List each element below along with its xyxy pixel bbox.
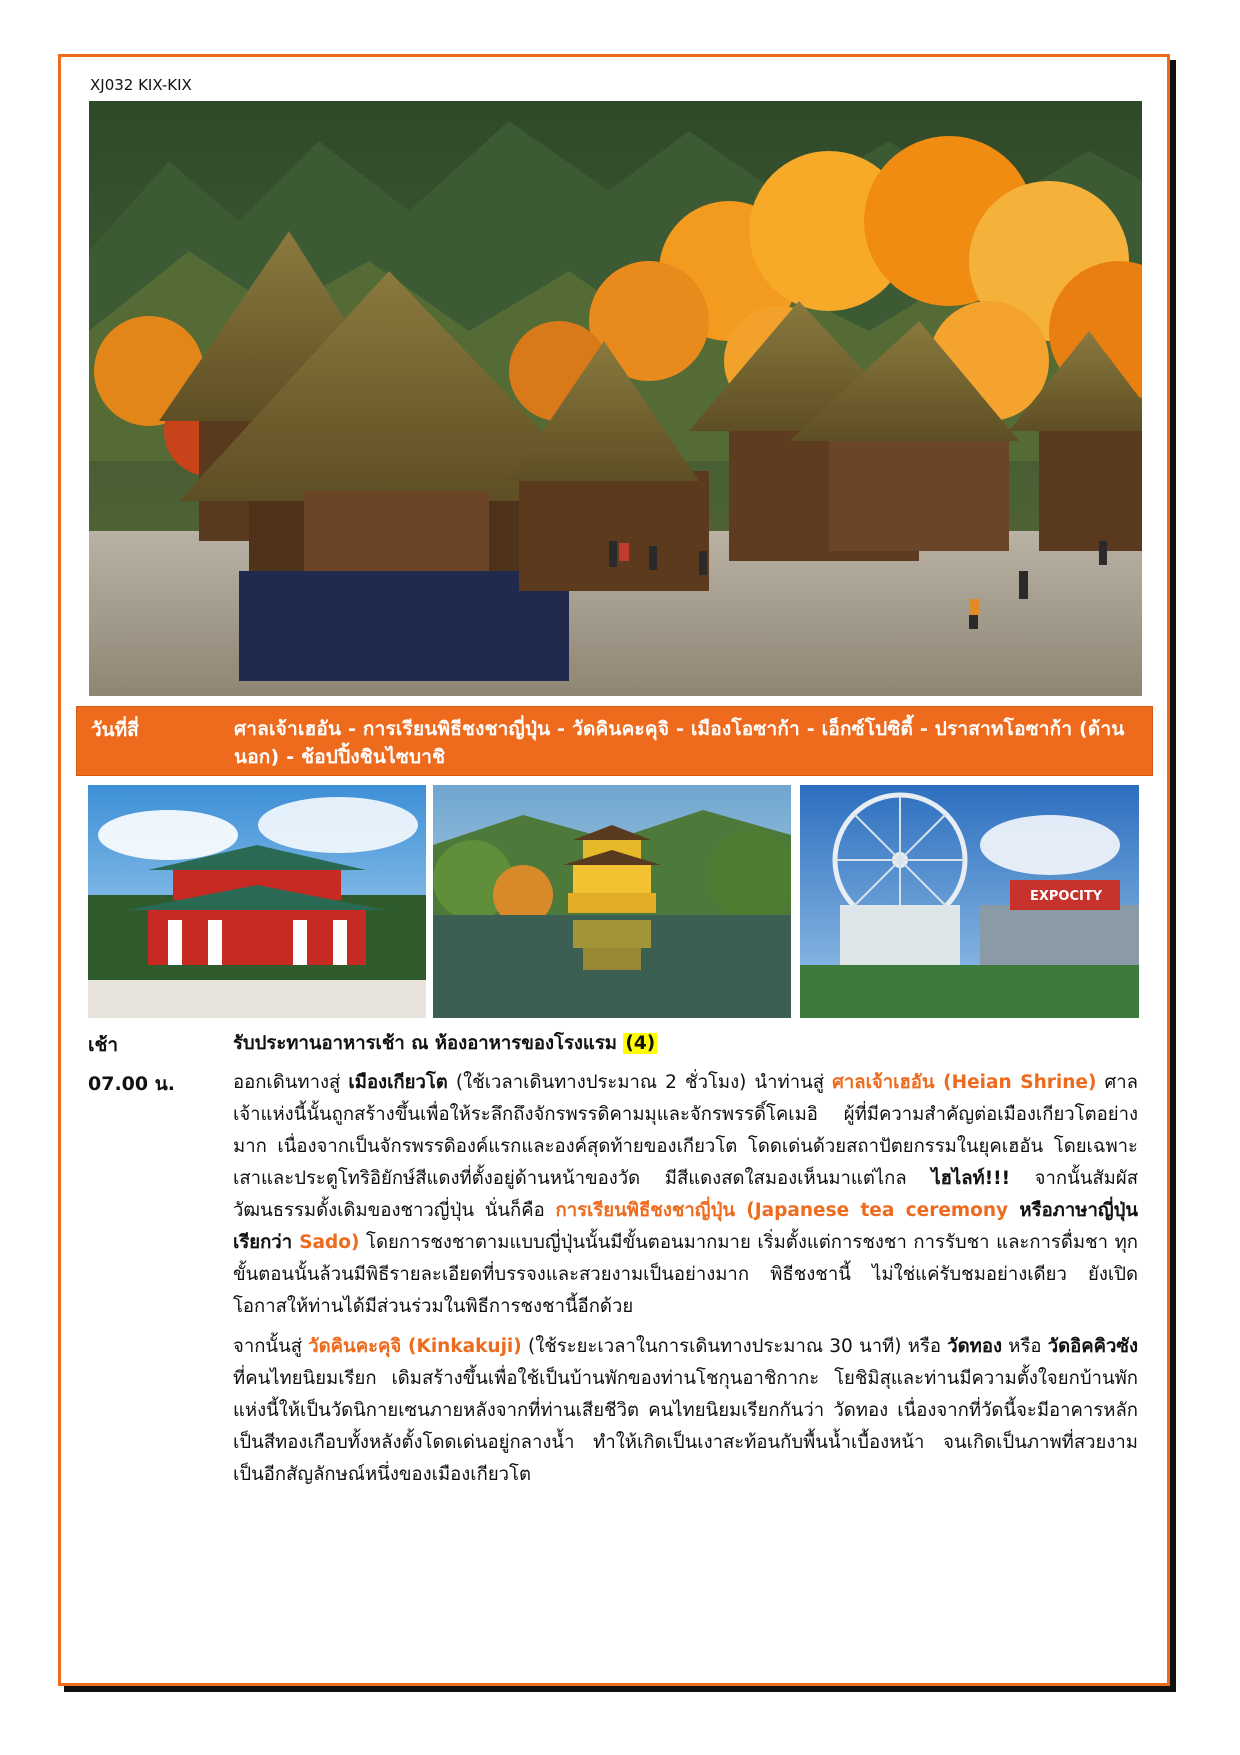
highlight-label: ไฮไลท์!!! — [931, 1168, 1011, 1189]
breakfast-text: รับประทานอาหารเช้า ณ ห้องอาหารของโรงแรม — [233, 1033, 617, 1054]
breakfast-line — [233, 1028, 1138, 1060]
ikkyu-temple-name: วัดอิคคิวซัง — [1047, 1336, 1138, 1357]
kinkakuji-paragraph — [233, 1331, 1138, 1491]
p1-text-a: ออกเดินทางสู่ — [233, 1072, 349, 1093]
sado-name: Sado) — [299, 1232, 360, 1253]
p2-text-g: ที่คนไทยนิยมเรียก เดิมสร้างขึ้นเพื่อใช้เป็นบ้านพักของท่านโชกุนอาชิกากะ โยชิมิสุและท่านมีความตั้งใจยกบ้านพักแห่งนี้ให้เป็นวัดนิกายเซนภายหลังจากที่ท่านเสียชีวิต คนไทยนิยมเรียกกันว่า วัดทอง เนื่องจากที่วัดนี้จะมีอาคารหลักเป็นสีทองเกือบทั้งหลังตั้งโดดเด่นอยู่กลางน้ำ ทำให้เกิดเป็นเงาสะท้อนกับพื้นน้ำเบื้องหน้า จนเกิดเป็นภาพที่สวยงามเป็นอีกสัญลักษณ์หนึ่งของเมืองเกียวโต — [233, 1368, 1138, 1485]
p2-text-e: หรือ — [1002, 1336, 1048, 1357]
p2-text-c: (ใช้ระยะเวลาในการเดินทางประมาณ 30 นาที) หรือ — [521, 1336, 948, 1357]
kinkakuji-name: วัดคินคะคุจิ (Kinkakuji) — [308, 1336, 522, 1357]
expocity-ferris-wheel-image — [800, 785, 1139, 1018]
tea-ceremony-name: การเรียนพิธีชงชาญี่ปุ่น (Japanese tea ceremony — [555, 1200, 1009, 1221]
day-label: วันที่สี่ — [91, 719, 139, 741]
p2-text-a: จากนั้นสู่ — [233, 1336, 309, 1357]
heian-tea-paragraph — [233, 1067, 1138, 1323]
heian-shrine-name: ศาลเจ้าเฮอัน (Heian Shrine) — [832, 1072, 1097, 1093]
expocity-photo — [800, 785, 1139, 1018]
p1-text-i: หรือภาษาญี่ปุ่นเรียกว่า — [233, 1200, 1138, 1253]
p1-text-g: จากนั้นสัมผัสวัฒนธรรมดั้งเดิมของชาวญี่ปุ่น นั่นก็คือ — [233, 1168, 1138, 1221]
p1-text-e: ศาลเจ้าแห่งนี้นั้นถูกสร้างขึ้นเพื่อให้ระลึกถึงจักรพรรดิคามมุและจักรพรรดิ์โคเมอิ ผู้ที่มีความสำคัญต่อเมืองเกียวโตอย่างมาก เนื่องจากเป็นจักรพรรดิองค์แรกและองค์สุดท้ายของเกียวโต โดดเด่นด้วยสถาปัตยกรรมในยุคเฮอัน โดยเฉพาะเสาและประตูโทริอิยักษ์สีแดงที่ตั้งอยู่ด้านหน้าของวัด มีสีแดงสดใสมองเห็นมาแต่ไกล — [233, 1072, 1138, 1189]
hero-photo — [89, 101, 1142, 696]
p1-text-k: โดยการชงชาตามแบบญี่ปุ่นนั้นมีขั้นตอนมากมาย เริ่มตั้งแต่การชงชา การรับชา และการดื่มชา ทุกขั้นตอนนั้นล้วนมีพิธีรายละเอียดที่บรรจงและสวยงามเป็นอย่างมาก พิธีชงชานี้ ไม่ใช่แค่รับชมอย่างเดียว ยังเปิดโอกาสให้ท่านได้มีส่วนร่วมในพิธีการชงชานี้อีกด้วย — [233, 1232, 1138, 1317]
day-title: ศาลเจ้าเฮอัน - การเรียนพิธีชงชาญี่ปุ่น - วัดคินคะคุจิ - เมืองโอซาก้า - เอ็กซ์โปซิตี้ - ปราสาทโอซาก้า (ด้านนอก) - ช้อปปิ้งชินไซบาชิ — [234, 718, 1125, 768]
p1-text-c: (ใช้เวลาเดินทางประมาณ 2 ชั่วโมง) นำท่านสู่ — [447, 1072, 833, 1093]
kinkakuji-golden-pavilion-image — [433, 785, 791, 1018]
meal-number-badge: (4) — [625, 1033, 656, 1054]
morning-time: 07.00 น. — [88, 1073, 175, 1095]
day-banner — [76, 706, 1153, 776]
golden-temple-name: วัดทอง — [947, 1336, 1003, 1357]
shirakawago-village-autumn-photo — [89, 101, 1142, 696]
breakfast-time: เช้า — [88, 1034, 119, 1056]
expocity-sign: EXPOCITY — [1030, 889, 1103, 904]
heian-shrine-photo — [88, 785, 426, 1018]
kinkakuji-photo — [433, 785, 791, 1018]
heian-shrine-image — [88, 785, 426, 1018]
tour-code: XJ032 KIX-KIX — [90, 76, 192, 94]
morning-description — [233, 1067, 1138, 1491]
kyoto-city-name: เมืองเกียวโต — [348, 1072, 448, 1093]
